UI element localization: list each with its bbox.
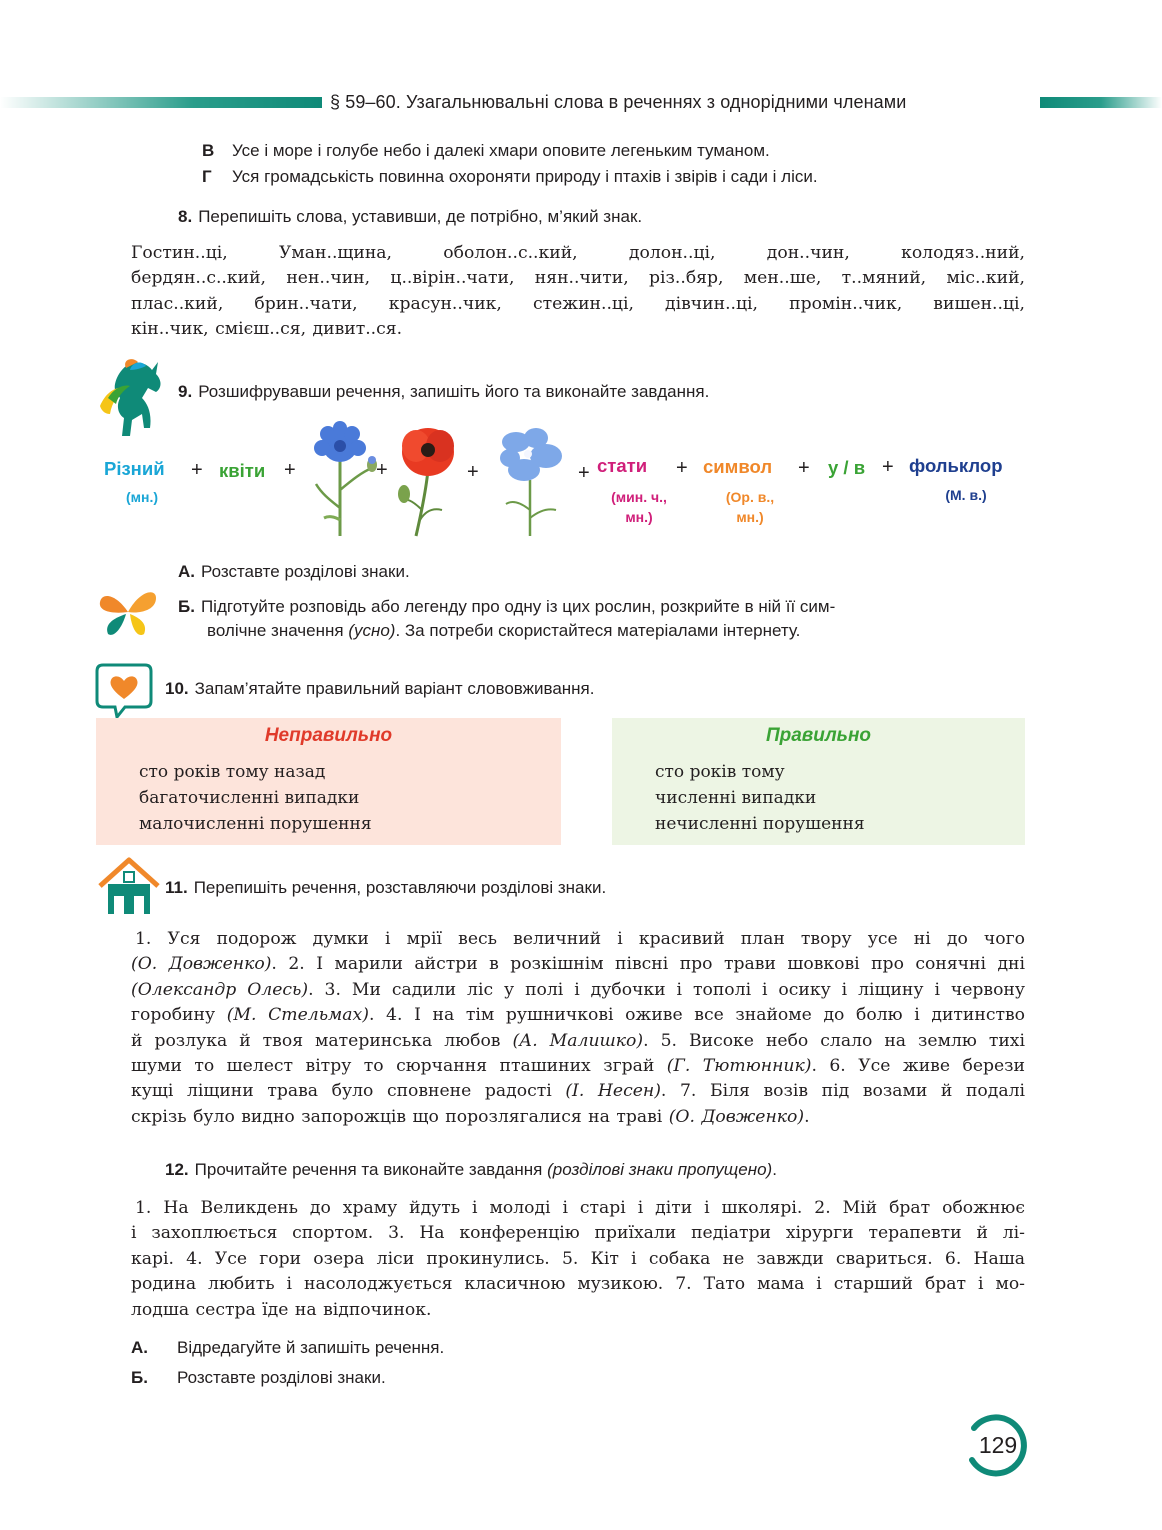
wrong-usage-title: Неправильно	[264, 725, 393, 746]
cornflower-icon	[300, 420, 382, 538]
unicorn-icon	[96, 358, 176, 442]
periwinkle-icon	[486, 420, 572, 538]
task-8-heading: 8. Перепишіть слова, уставивши, де потрібно, м’який знак.	[178, 207, 643, 226]
right-usage-box	[612, 718, 1025, 845]
rebus-word-u-v: у / в	[828, 457, 866, 478]
heart-bubble-icon	[95, 663, 153, 719]
right-usage-title: Правильно	[765, 725, 872, 746]
right-usage-item: численні випадки	[655, 788, 817, 808]
rebus-note-mv: (М. в.)	[945, 487, 987, 503]
rebus-plus-8: +	[882, 456, 894, 478]
task-9-subtask-a: А. Розставте розділові знаки.	[178, 562, 410, 581]
page-header-title: § 59–60. Узагальнювальні слова в реченнях з однорідними членами	[330, 92, 907, 112]
task-9-subtask-b-line1: Б. Підготуйте розповідь або легенду про одну із цих рослин, розкрийте в ній її сим-	[178, 597, 836, 616]
task-12-subtask-a: А. Відредагуйте й запишіть речення.	[131, 1338, 445, 1357]
rebus-plus-2: +	[284, 459, 296, 481]
task-8-words: Гостин..ці, Уман..щина, оболон..с..кий, долон..ці, дон..чин, колодяз..ний, бердян..с..кий, нен..чин, ц..вірін..чати, нян..чити, різ..бяр, мен..ше, т..мяний, міс..кий, плас..кий, брин..чати, красун..чик, стежин..ці, дівчин..ці, промін..чик, вишен..ці, кін..чик, смієш..ся, дивит..ся.	[131, 243, 1025, 340]
task-12-heading: 12. Прочитайте речення та виконайте завдання (розділові знаки пропущено).	[165, 1160, 777, 1179]
task-9-subtask-b-line2: волічне значення (усно). За потреби скористайтеся матеріалами інтернету.	[207, 621, 801, 640]
task-12-text: 1. На Великдень до храму йдуть і молоді і старі і діти і школярі. 2. Мій брат обожнює і захоплюється спортом. 3. На конференцію приїхали педіатри хірурги терапевти й лі- карі. 4. Усе гори озера ліси прокинулись. 5. Кіт і собака не завжди свариться. 6. Наша родина любить і насолоджується класичною музикою. 7. Тато мама і старший брат і мо- лодша сестра їде на відпочинок.	[131, 1198, 1025, 1320]
rebus-note-mn: (мн.)	[125, 489, 159, 505]
wrong-usage-box	[96, 718, 561, 845]
rebus-plus-1: +	[191, 459, 203, 481]
right-usage-item: сто років тому	[655, 762, 785, 782]
poppy-icon	[392, 420, 462, 538]
house-icon	[96, 856, 162, 916]
rebus-word-staty: стати	[597, 455, 648, 476]
task-9-heading: 9. Розшифрувавши речення, запишіть його та виконайте завдання.	[178, 382, 710, 401]
rebus-word-folklor: фольклор	[909, 455, 1003, 476]
wrong-usage-item: малочисленні порушення	[139, 814, 372, 834]
option-g: Г Уся громадськість повинна охороняти природу і птахів і звірів і сади і ліси.	[202, 167, 818, 186]
task-11-heading: 11. Перепишіть речення, розставляючи розділові знаки.	[165, 878, 607, 897]
butterflies-icon	[96, 584, 160, 640]
task-10-heading: 10. Запам’ятайте правильний варіант слововживання.	[165, 679, 595, 698]
rebus-note-staty: (мин. ч., мн.)	[611, 489, 667, 525]
header-bar-right	[1040, 97, 1162, 108]
task-11-text: 1. Уся подорож думки і мрії весь величний і красивий план твору усе ні до чого (О. Довженко). 2. І марили айстри в розкішнім півсні про трави шовкові про сонячні дні (Олександр Олесь). 3. Ми садили ліс у полі і дубочки і тополі і осику і ліщину і червону горобину (М. Стельмах). 4. І на тім рушничкові оживе все знайоме до болю і дитинство й розлука й твоя материнська любов (А. Малишко). 5. Високе небо слало на землю тихі шуми то шелест вітру то сюрчання пташиних зграй (Г. Тютюнник). 6. Усе живе берези кущі ліщини трава було сповнене радості (І. Несен). 7. Біля возів під возами й подалі скрізь було видно запорожців що порозлягалися на траві (О. Довженко).	[131, 929, 1026, 1127]
rebus-plus-4: +	[467, 461, 479, 483]
rebus-word-symvol: символ	[703, 456, 773, 477]
rebus-plus-5: +	[578, 462, 590, 484]
right-usage-item: нечисленні порушення	[655, 814, 865, 834]
footer-dots	[560, 1430, 1160, 1442]
rebus-note-symvol: (Ор. в., мн.)	[725, 489, 775, 525]
option-v: В Усе і море і голубе небо і далекі хмари оповите легеньким туманом.	[202, 141, 770, 160]
rebus-plus-3: +	[376, 459, 388, 481]
page-number: 129	[978, 1432, 1018, 1458]
header-bar-left	[0, 97, 322, 108]
rebus-plus-7: +	[798, 457, 810, 479]
rebus-plus-6: +	[676, 457, 688, 479]
rebus-word-kvity: квіти	[219, 460, 266, 481]
wrong-usage-item: багаточисленні випадки	[139, 788, 360, 808]
rebus-word-riznyi: Різний	[104, 458, 165, 479]
task-12-subtask-b: Б. Розставте розділові знаки.	[131, 1368, 386, 1387]
wrong-usage-item: сто років тому назад	[139, 762, 326, 782]
